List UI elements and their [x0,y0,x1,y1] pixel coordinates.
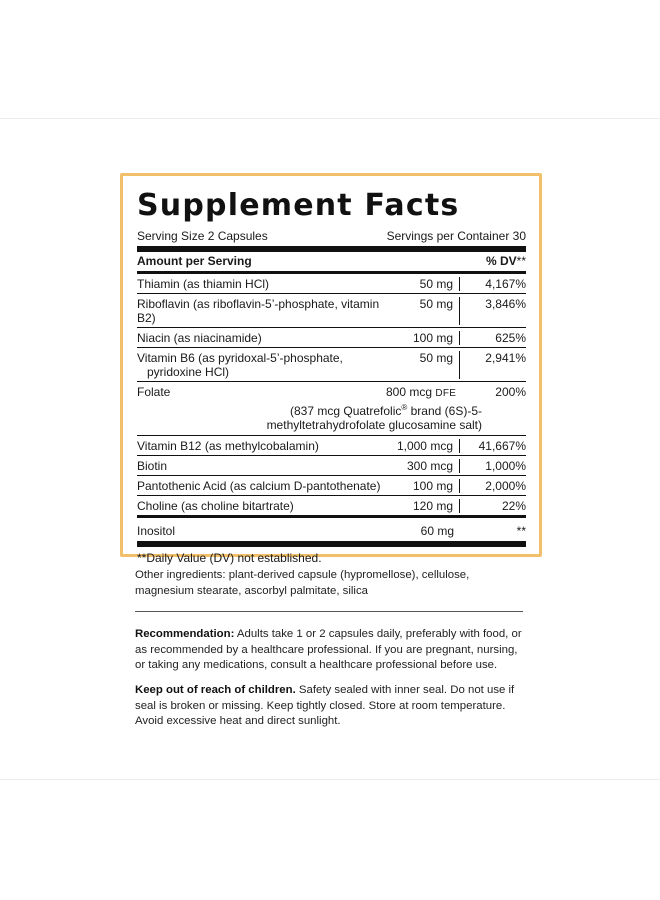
nutrient-amount: 1,000 mcg [386,439,460,453]
nutrient-name: Vitamin B6 (as pyridoxal-5’-phosphate, pyridoxine HCl) [137,351,343,379]
servings-per-container: Servings per Container 30 [386,229,526,243]
nutrient-dv: 22% [501,499,526,513]
header-dv: % DV** [485,254,526,268]
nutrient-amount: 50 mg [386,277,460,291]
nutrient-row [137,436,526,456]
nutrient-dv: ** [516,524,526,538]
nutrient-name: Thiamin (as thiamin HCl) [137,277,270,291]
nutrient-row [137,476,526,496]
inositol-row [137,518,526,541]
warning-text: Keep out of reach of children. Safety sealed with inner seal. Do not use if seal is broken or missing. Keep tightly closed. Store at room temperature. Avoid excessive heat and direct sunlight. [135,684,515,727]
nutrient-name: Vitamin B12 (as methylcobalamin) [137,439,319,453]
nutrient-row [137,348,526,382]
nutrient-amount: 50 mg [386,297,460,325]
nutrient-name: Pantothenic Acid (as calcium D-pantothenate) [137,479,381,493]
nutrient-row [137,496,526,518]
nutrient-row [137,294,526,328]
nutrient-amount: 100 mg [386,331,460,345]
nutrient-dv: 200% [495,385,526,399]
section-divider [135,611,523,612]
nutrient-amount: 120 mg [386,499,460,513]
warning-label: Keep out of reach of children. [135,684,296,696]
nutrient-dv: 1,000% [485,459,526,473]
nutrient-amount: 300 mcg [386,459,460,473]
nutrient-amount: 50 mg [386,351,460,379]
dv-footnote: **Daily Value (DV) not established. [137,551,322,565]
nutrient-name: Niacin (as niacinamide) [137,331,262,345]
serving-info [137,229,526,246]
nutrient-amount: 800 mcg DFE [386,385,457,399]
supplement-facts-panel [120,173,542,565]
nutrient-name: Riboflavin (as riboflavin-5’-phosphate, vitamin B2) [137,297,380,325]
nutrient-dv: 41,667% [478,439,526,453]
nutrient-dv: 625% [495,331,526,345]
nutrient-row [137,456,526,476]
recommendation-text: Recommendation: Adults take 1 or 2 capsules daily, preferably with food, or as recommended by a healthcare professional. If you are pregnant, nursing, or taking any medications, consult a healthcare professional before use. [135,628,522,671]
facts-title: Supplement Facts [137,188,460,223]
nutrient-row [137,274,526,294]
folate-row [137,382,526,436]
nutrient-name: Folate [137,385,171,399]
nutrient-row [137,328,526,348]
nutrient-name: Choline (as choline bitartrate) [137,499,294,513]
nutrient-name: Biotin [137,459,168,473]
nutrient-dv: 2,941% [485,351,526,365]
nutrient-dv: 3,846% [485,297,526,311]
folate-detail: (837 mcg Quatrefolic® brand (6S)-5- methyltetrahydrofolate glucosamine salt) [266,403,482,432]
other-ingredients: Other ingredients: plant-derived capsule (hypromellose), cellulose, magnesium stearate, ascorbyl palmitate, silica [135,569,470,597]
nutrient-dv: 4,167% [485,277,526,291]
nutrient-name: Inositol [137,524,176,538]
nutrient-amount: 60 mg [420,524,454,538]
header-amount: Amount per Serving [137,254,252,268]
serving-size: Serving Size 2 Capsules [137,229,268,243]
column-header [137,252,526,271]
recommendation-label: Recommendation: [135,628,235,640]
nutrient-dv: 2,000% [485,479,526,493]
nutrient-amount: 100 mg [386,479,460,493]
